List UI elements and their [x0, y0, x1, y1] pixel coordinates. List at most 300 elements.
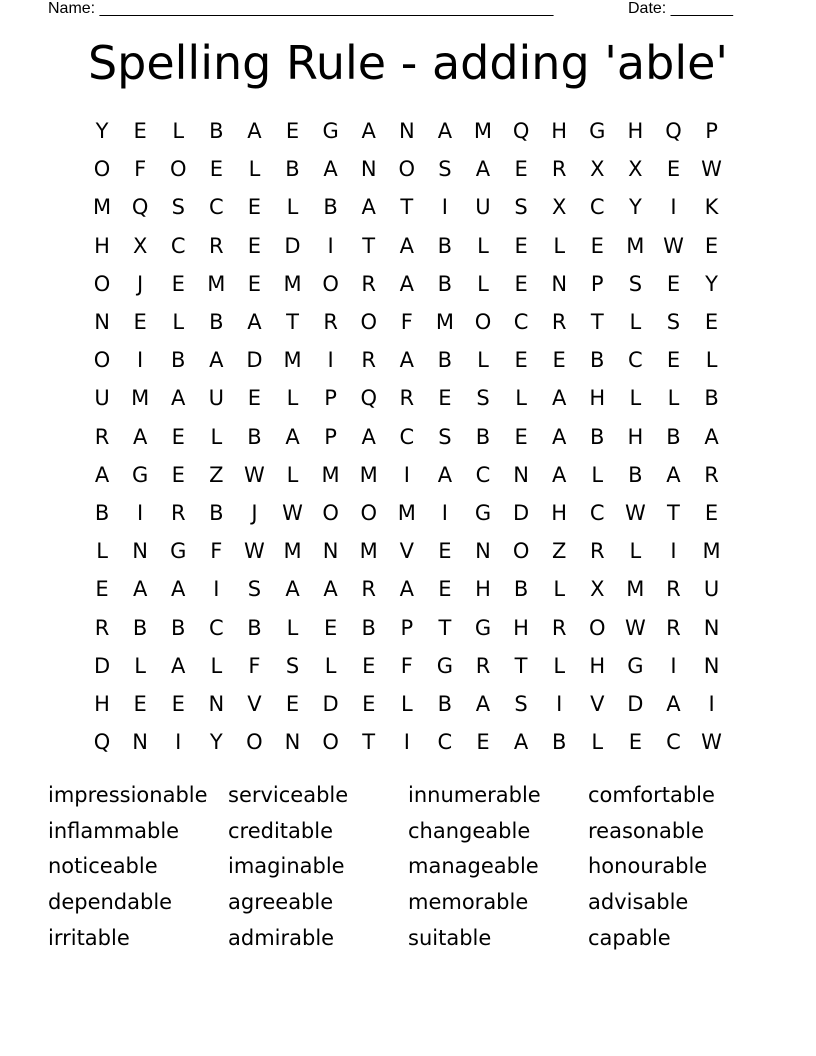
- grid-row: [83, 341, 731, 379]
- grid-letter: N: [513, 462, 529, 487]
- grid-letter: N: [94, 310, 110, 335]
- date-field-label: Date: _______: [628, 0, 733, 17]
- grid-letter: L: [286, 386, 299, 411]
- grid-letter: L: [286, 195, 299, 220]
- grid-letter: M: [702, 539, 721, 564]
- grid-letter: B: [285, 157, 300, 182]
- grid-letter: L: [172, 119, 185, 144]
- grid-letter: L: [96, 539, 108, 564]
- grid-letter: S: [438, 157, 452, 182]
- grid-letter: A: [437, 462, 453, 487]
- grid-letter: D: [284, 233, 301, 258]
- grid-letter: Y: [95, 119, 109, 144]
- grid-letter: B: [475, 424, 491, 449]
- grid-letter: H: [589, 386, 606, 411]
- grid-letter: B: [171, 615, 186, 640]
- grid-letter: E: [704, 500, 719, 525]
- grid-letter: O: [360, 500, 377, 525]
- grid-letter: L: [477, 271, 489, 296]
- grid-letter: A: [399, 233, 414, 258]
- grid-letter: J: [251, 500, 258, 525]
- grid-letter: U: [475, 195, 491, 220]
- word-list-item: honourable: [588, 854, 708, 879]
- grid-letter: N: [360, 157, 377, 182]
- word-list-item: admirable: [228, 925, 335, 950]
- grid-letter: A: [551, 462, 567, 487]
- word-list-item: advisable: [588, 890, 689, 915]
- grid-letter: L: [553, 653, 566, 678]
- grid-letter: U: [94, 386, 110, 411]
- grid-letter: L: [400, 691, 413, 716]
- word-list-item: dependable: [48, 890, 173, 915]
- grid-letter: O: [589, 615, 606, 640]
- grid-letter: O: [93, 271, 111, 296]
- grid-letter: Z: [209, 462, 224, 487]
- grid-row: [83, 418, 731, 456]
- grid-letter: N: [398, 119, 415, 144]
- grid-letter: B: [209, 119, 224, 144]
- grid-letter: S: [514, 195, 528, 220]
- grid-row: [83, 303, 731, 341]
- grid-letter: U: [208, 386, 225, 411]
- grid-letter: I: [670, 195, 677, 220]
- grid-letter: I: [441, 195, 448, 220]
- word-list-item: suitable: [408, 925, 492, 950]
- grid-letter: E: [590, 233, 604, 258]
- grid-letter: X: [628, 157, 643, 182]
- grid-letter: B: [437, 691, 453, 716]
- grid-letter: H: [94, 233, 110, 258]
- grid-letter: L: [629, 310, 642, 335]
- grid-letter: Y: [705, 271, 718, 296]
- grid-row: [83, 608, 731, 646]
- grid-letter: I: [556, 691, 563, 716]
- grid-letter: T: [514, 653, 528, 678]
- grid-letter: E: [133, 119, 147, 144]
- grid-letter: E: [171, 271, 185, 296]
- grid-letter: X: [132, 233, 148, 258]
- word-list-item: innumerable: [408, 783, 541, 807]
- grid-letter: E: [552, 348, 566, 373]
- grid-letter: B: [94, 500, 110, 525]
- grid-letter: R: [666, 615, 681, 640]
- grid-letter: I: [403, 462, 410, 487]
- grid-letter: C: [589, 195, 605, 220]
- grid-letter: L: [324, 653, 337, 678]
- grid-row: [83, 685, 731, 723]
- grid-letter: C: [399, 424, 415, 449]
- grid-letter: A: [361, 195, 376, 220]
- grid-letter: E: [438, 539, 452, 564]
- grid-letter: E: [285, 119, 300, 144]
- grid-letter: N: [551, 271, 568, 296]
- grid-letter: E: [628, 730, 642, 755]
- grid-letter: F: [400, 653, 413, 678]
- grid-letter: H: [627, 424, 644, 449]
- grid-row: [83, 723, 731, 761]
- grid-letter: C: [475, 462, 491, 487]
- grid-letter: L: [705, 348, 718, 373]
- grid-letter: V: [399, 539, 414, 564]
- grid-letter: A: [132, 424, 148, 449]
- word-list-item: impressionable: [48, 783, 208, 807]
- grid-letter: T: [438, 615, 452, 640]
- grid-letter: D: [93, 653, 111, 678]
- grid-row: [83, 150, 731, 188]
- grid-letter: F: [400, 310, 413, 335]
- grid-letter: R: [361, 577, 376, 602]
- grid-letter: I: [137, 500, 144, 525]
- grid-letter: A: [475, 157, 491, 182]
- grid-letter: T: [362, 233, 376, 258]
- grid-letter: L: [591, 462, 604, 487]
- grid-letter: Q: [93, 730, 111, 755]
- grid-letter: M: [626, 233, 645, 258]
- grid-letter: C: [513, 310, 529, 335]
- grid-letter: T: [590, 310, 604, 335]
- grid-letter: A: [399, 271, 414, 296]
- grid-letter: A: [666, 462, 681, 487]
- grid-letter: A: [323, 577, 338, 602]
- grid-letter: P: [590, 271, 604, 296]
- grid-letter: A: [132, 577, 148, 602]
- grid-letter: E: [171, 424, 185, 449]
- grid-letter: B: [247, 424, 262, 449]
- grid-letter: T: [362, 730, 376, 755]
- grid-letter: T: [400, 195, 414, 220]
- grid-letter: L: [210, 424, 223, 449]
- grid-letter: A: [171, 577, 186, 602]
- grid-letter: A: [94, 462, 110, 487]
- grid-letter: B: [361, 615, 376, 640]
- grid-letter: V: [590, 691, 605, 716]
- grid-letter: N: [132, 730, 148, 755]
- grid-row: [83, 570, 731, 608]
- grid-letter: D: [627, 691, 644, 716]
- grid-letter: E: [171, 462, 185, 487]
- grid-letter: I: [137, 348, 144, 373]
- grid-letter: B: [590, 348, 605, 373]
- grid-letter: A: [551, 386, 567, 411]
- grid-letter: O: [322, 730, 339, 755]
- grid-letter: E: [133, 310, 147, 335]
- grid-letter: W: [701, 730, 722, 755]
- grid-letter: G: [474, 615, 492, 640]
- grid-row: [83, 379, 731, 417]
- grid-letter: L: [515, 386, 527, 411]
- grid-letter: E: [514, 271, 528, 296]
- grid-letter: L: [591, 730, 604, 755]
- grid-letter: P: [324, 386, 337, 411]
- grid-letter: N: [703, 653, 720, 678]
- grid-letter: E: [247, 233, 262, 258]
- grid-letter: H: [589, 653, 606, 678]
- grid-letter: I: [175, 730, 182, 755]
- grid-letter: Q: [360, 386, 377, 411]
- grid-letter: R: [361, 271, 376, 296]
- grid-letter: B: [209, 500, 224, 525]
- grid-letter: I: [327, 348, 334, 373]
- grid-letter: E: [285, 691, 300, 716]
- grid-letter: A: [666, 691, 681, 716]
- grid-letter: M: [131, 386, 150, 411]
- grid-letter: B: [628, 462, 643, 487]
- grid-letter: W: [244, 462, 265, 487]
- grid-letter: R: [666, 577, 681, 602]
- grid-letter: B: [437, 233, 453, 258]
- grid-letter: R: [94, 424, 110, 449]
- grid-letter: A: [285, 424, 300, 449]
- grid-letter: R: [94, 615, 110, 640]
- grid-letter: R: [551, 615, 567, 640]
- grid-letter: E: [362, 691, 376, 716]
- grid-letter: Y: [628, 195, 642, 220]
- word-list: [48, 778, 768, 957]
- word-list-item: noticeable: [48, 854, 158, 879]
- grid-letter: D: [322, 691, 339, 716]
- grid-letter: F: [134, 157, 147, 182]
- grid-letter: G: [436, 653, 454, 678]
- grid-letter: A: [399, 348, 414, 373]
- grid-letter: E: [438, 577, 452, 602]
- grid-letter: I: [213, 577, 220, 602]
- grid-letter: C: [628, 348, 643, 373]
- grid-letter: M: [283, 348, 302, 373]
- grid-letter: N: [208, 691, 225, 716]
- grid-letter: M: [207, 271, 226, 296]
- grid-row: [83, 647, 731, 685]
- grid-letter: S: [476, 386, 490, 411]
- grid-letter: R: [209, 233, 224, 258]
- grid-letter: O: [322, 271, 339, 296]
- grid-letter: L: [667, 386, 680, 411]
- grid-letter: E: [476, 730, 490, 755]
- grid-letter: A: [399, 577, 414, 602]
- grid-letter: P: [400, 615, 414, 640]
- grid-letter: C: [170, 233, 186, 258]
- grid-letter: Q: [665, 119, 682, 144]
- grid-letter: C: [208, 615, 224, 640]
- grid-letter: J: [137, 271, 144, 296]
- grid-letter: E: [323, 615, 338, 640]
- grid-letter: H: [551, 119, 568, 144]
- grid-letter: H: [94, 691, 110, 716]
- word-list-item: memorable: [408, 890, 529, 915]
- grid-letter: R: [589, 539, 605, 564]
- grid-letter: E: [438, 386, 452, 411]
- grid-letter: B: [704, 386, 719, 411]
- grid-letter: B: [666, 424, 681, 449]
- grid-letter: N: [475, 539, 491, 564]
- grid-letter: U: [703, 577, 720, 602]
- word-list-item: capable: [588, 925, 671, 950]
- grid-letter: O: [360, 310, 377, 335]
- grid-letter: G: [474, 500, 492, 525]
- grid-letter: A: [171, 386, 186, 411]
- grid-letter: A: [247, 310, 262, 335]
- grid-letter: D: [512, 500, 530, 525]
- grid-letter: S: [247, 577, 262, 602]
- grid-letter: M: [626, 577, 645, 602]
- grid-row: [83, 494, 731, 532]
- grid-letter: F: [248, 653, 261, 678]
- grid-letter: E: [362, 653, 376, 678]
- grid-letter: O: [474, 310, 492, 335]
- grid-letter: I: [670, 653, 677, 678]
- grid-row: [83, 532, 731, 570]
- grid-letter: X: [590, 577, 605, 602]
- grid-letter: L: [477, 233, 489, 258]
- grid-letter: A: [437, 119, 453, 144]
- grid-letter: I: [327, 233, 334, 258]
- grid-letter: E: [666, 348, 681, 373]
- grid-letter: L: [286, 462, 299, 487]
- word-list-item: manageable: [408, 854, 539, 879]
- grid-letter: G: [627, 653, 644, 678]
- grid-letter: N: [322, 539, 339, 564]
- grid-letter: G: [589, 119, 606, 144]
- grid-letter: E: [514, 424, 528, 449]
- grid-letter: Y: [209, 730, 223, 755]
- grid-letter: E: [133, 691, 147, 716]
- grid-letter: R: [323, 310, 338, 335]
- grid-letter: L: [134, 653, 146, 678]
- word-list-item: irritable: [48, 925, 130, 950]
- grid-letter: M: [473, 119, 493, 144]
- grid-letter: L: [629, 539, 642, 564]
- grid-letter: L: [477, 348, 489, 373]
- grid-letter: X: [590, 157, 605, 182]
- grid-letter: E: [247, 195, 262, 220]
- grid-letter: B: [590, 424, 605, 449]
- grid-letter: M: [321, 462, 340, 487]
- grid-letter: O: [93, 348, 111, 373]
- grid-letter: P: [324, 424, 337, 449]
- page-title: Spelling Rule - adding 'able': [87, 36, 729, 90]
- grid-letter: M: [92, 195, 112, 220]
- grid-letter: T: [286, 310, 299, 335]
- grid-letter: W: [624, 500, 646, 525]
- grid-letter: E: [95, 577, 109, 602]
- word-list-item: changeable: [408, 818, 531, 843]
- grid-letter: L: [553, 577, 566, 602]
- grid-letter: B: [513, 577, 529, 602]
- word-list-item: agreeable: [228, 890, 334, 915]
- grid-letter: R: [704, 462, 719, 487]
- grid-letter: S: [666, 310, 681, 335]
- grid-letter: A: [361, 424, 376, 449]
- grid-letter: O: [246, 730, 263, 755]
- grid-letter: T: [667, 500, 680, 525]
- grid-letter: A: [475, 691, 491, 716]
- word-list-item: inflammable: [48, 818, 180, 843]
- grid-row: [83, 112, 731, 150]
- grid-letter: S: [628, 271, 643, 296]
- grid-letter: R: [361, 348, 376, 373]
- grid-letter: L: [248, 157, 261, 182]
- grid-row: [83, 265, 731, 303]
- grid-letter: W: [701, 157, 722, 182]
- grid-letter: I: [441, 500, 448, 525]
- grid-letter: O: [169, 157, 187, 182]
- grid-letter: Z: [551, 539, 567, 564]
- word-list-item: reasonable: [588, 818, 705, 843]
- grid-letter: B: [247, 615, 262, 640]
- grid-letter: C: [589, 500, 605, 525]
- grid-letter: R: [551, 310, 567, 335]
- grid-letter: C: [666, 730, 681, 755]
- grid-letter: B: [551, 730, 567, 755]
- grid-letter: B: [437, 348, 453, 373]
- grid-letter: S: [514, 691, 528, 716]
- grid-letter: B: [437, 271, 453, 296]
- grid-letter: A: [285, 577, 300, 602]
- grid-letter: V: [247, 691, 262, 716]
- grid-letter: B: [209, 310, 224, 335]
- grid-letter: E: [247, 271, 262, 296]
- grid-letter: A: [247, 119, 262, 144]
- grid-letter: O: [398, 157, 416, 182]
- grid-letter: E: [514, 233, 528, 258]
- grid-letter: A: [323, 157, 338, 182]
- grid-letter: H: [551, 500, 568, 525]
- grid-letter: N: [703, 615, 720, 640]
- grid-letter: I: [708, 691, 715, 716]
- grid-letter: N: [132, 539, 148, 564]
- grid-letter: G: [170, 539, 187, 564]
- grid-letter: P: [705, 119, 718, 144]
- grid-letter: E: [666, 157, 681, 182]
- grid-row: [83, 227, 731, 265]
- grid-letter: H: [627, 119, 644, 144]
- grid-letter: H: [475, 577, 491, 602]
- grid-letter: A: [361, 119, 376, 144]
- grid-letter: I: [403, 730, 410, 755]
- grid-letter: I: [670, 539, 677, 564]
- grid-letter: A: [513, 730, 529, 755]
- grid-letter: R: [170, 500, 186, 525]
- grid-letter: M: [397, 500, 416, 525]
- grid-letter: L: [210, 653, 223, 678]
- word-list-item: serviceable: [228, 783, 349, 807]
- grid-letter: H: [513, 615, 529, 640]
- grid-letter: E: [247, 386, 262, 411]
- grid-letter: E: [171, 691, 185, 716]
- grid-letter: M: [359, 462, 378, 487]
- name-field-label: Name: ___________________________________________________: [48, 0, 554, 17]
- grid-letter: B: [171, 348, 186, 373]
- grid-letter: O: [93, 157, 111, 182]
- grid-letter: C: [208, 195, 224, 220]
- grid-letter: B: [132, 615, 148, 640]
- grid-letter: O: [322, 500, 339, 525]
- grid-letter: E: [704, 310, 719, 335]
- grid-letter: Q: [512, 119, 530, 144]
- grid-letter: E: [514, 157, 528, 182]
- word-list-item: imaginable: [228, 854, 345, 879]
- grid-letter: W: [282, 500, 303, 525]
- grid-row: [83, 456, 731, 494]
- grid-letter: D: [246, 348, 263, 373]
- grid-letter: W: [244, 539, 265, 564]
- grid-letter: R: [551, 157, 567, 182]
- word-list-item: creditable: [228, 818, 333, 843]
- grid-letter: Q: [131, 195, 149, 220]
- grid-letter: E: [704, 233, 719, 258]
- grid-letter: S: [171, 195, 185, 220]
- grid-letter: E: [514, 348, 528, 373]
- header: [48, 0, 740, 20]
